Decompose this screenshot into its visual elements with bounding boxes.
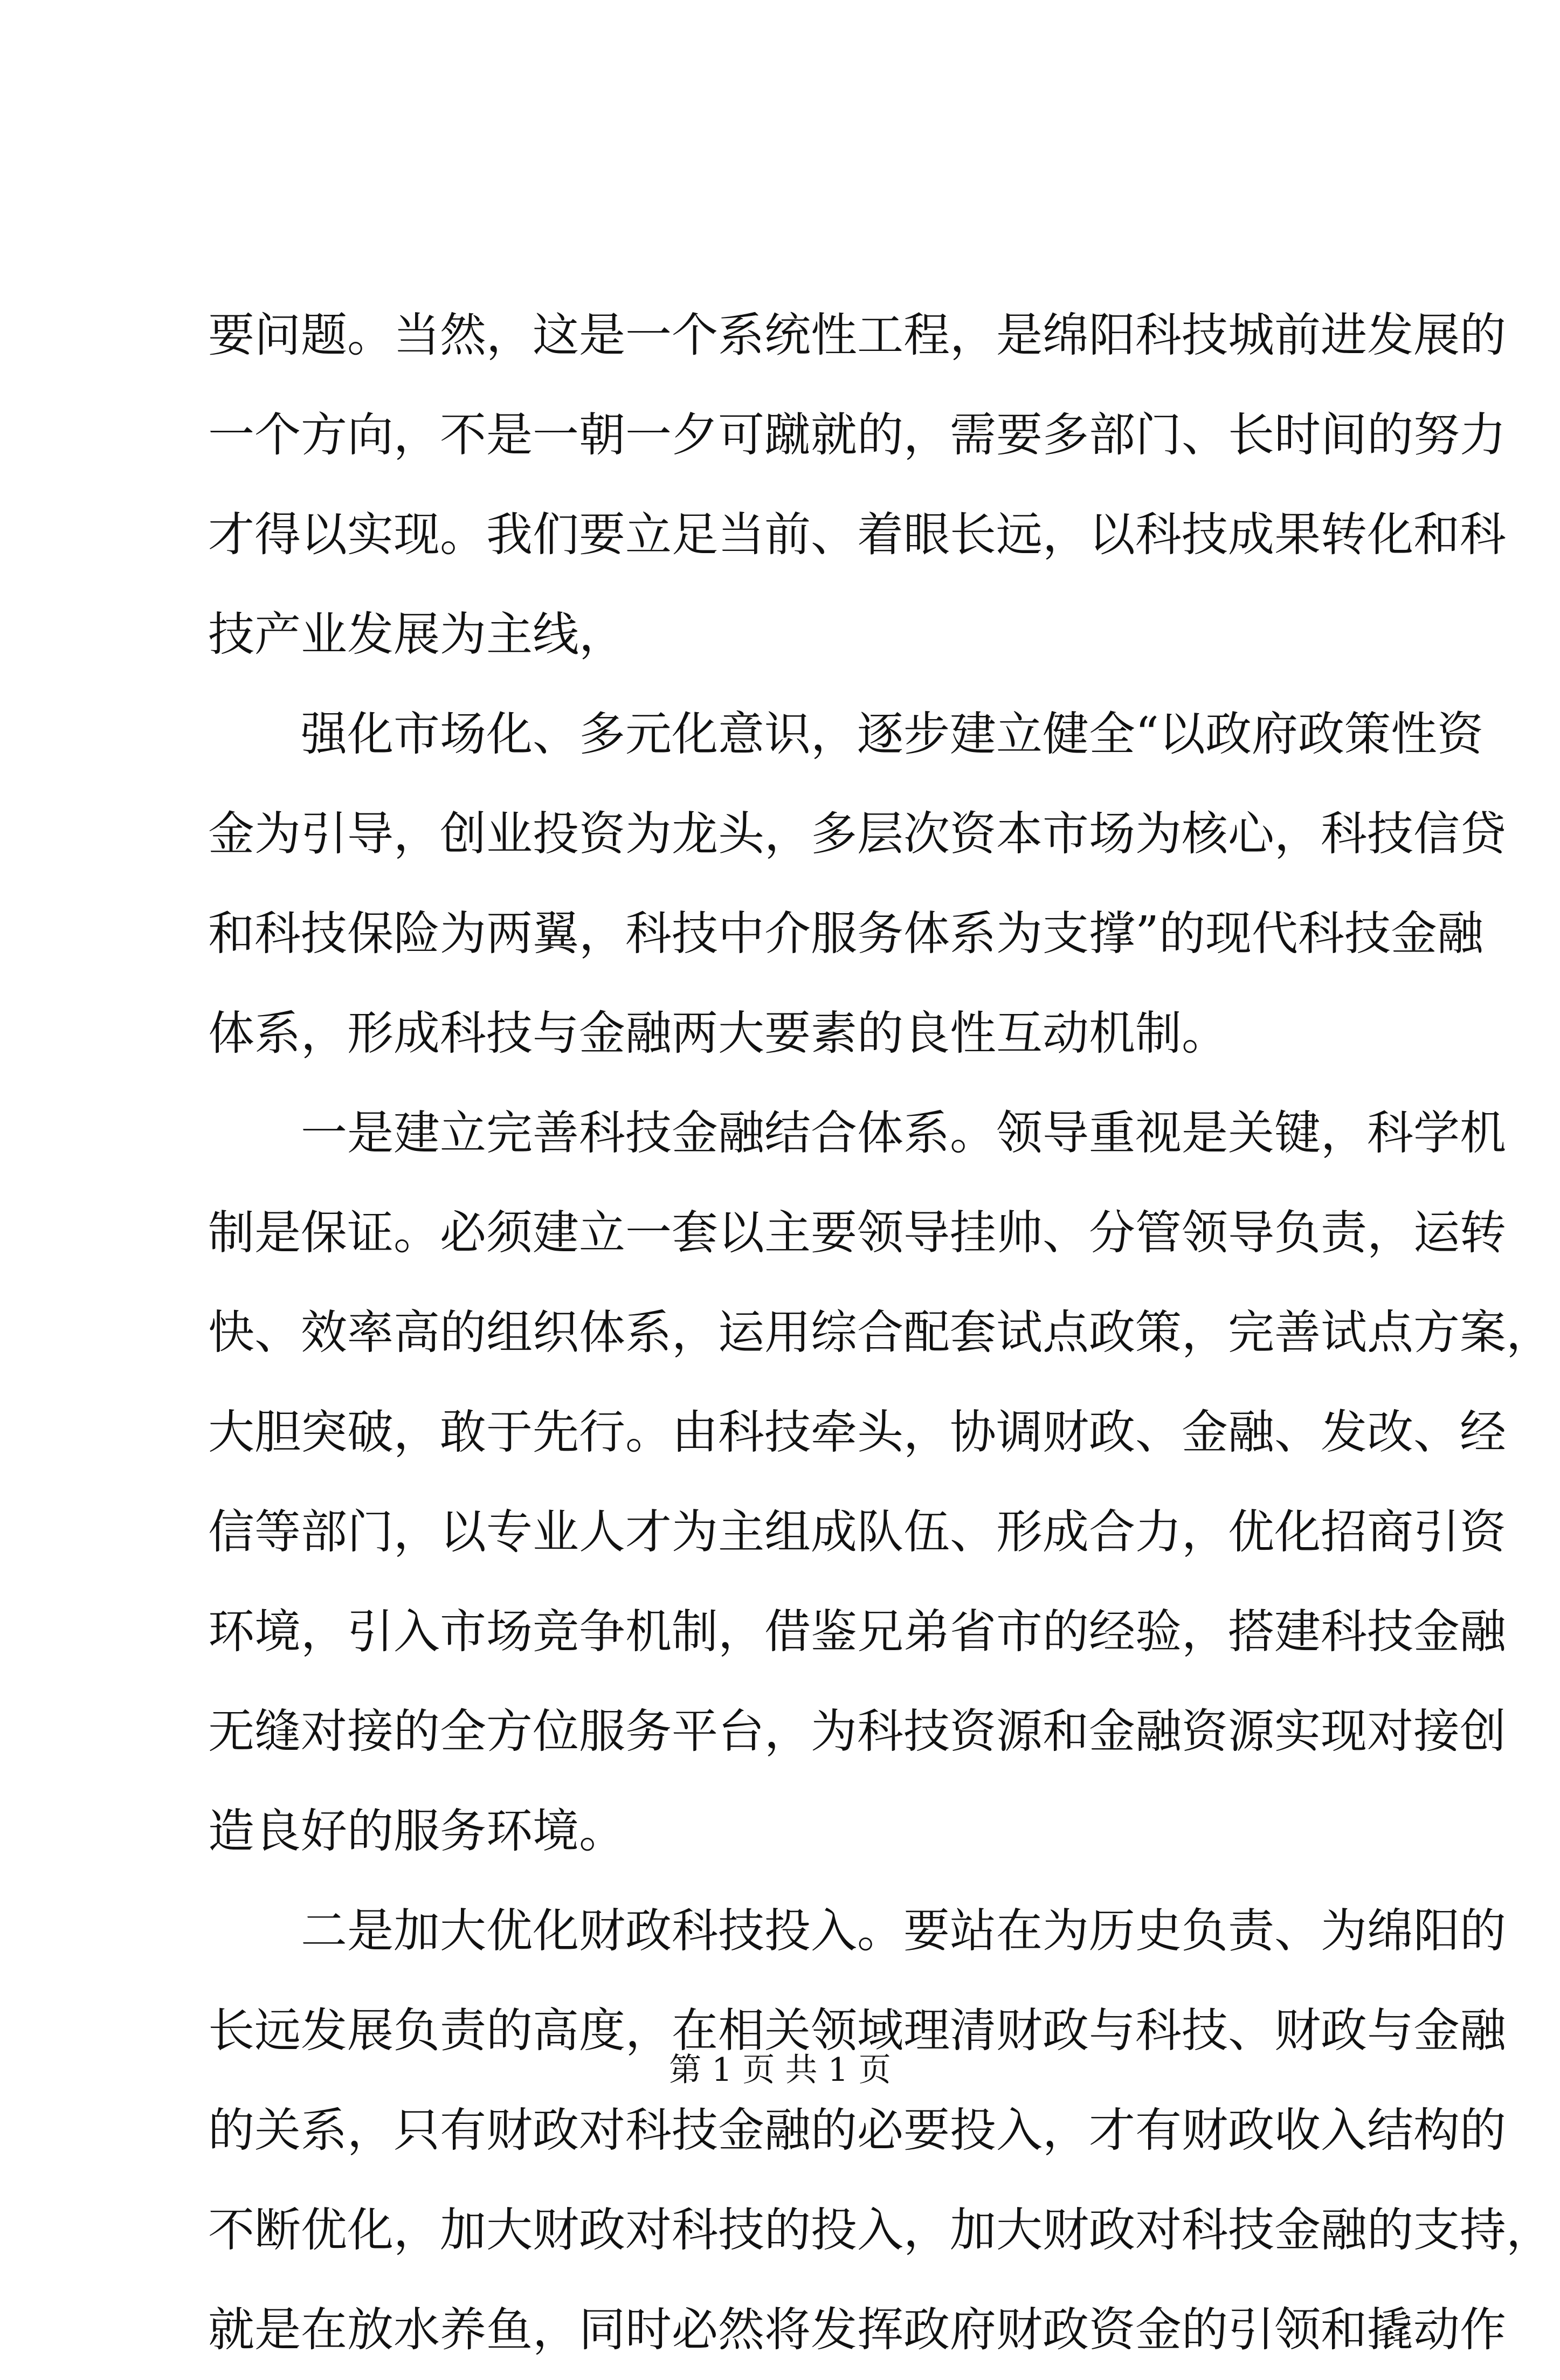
text-line: 就是在放水养鱼，同时必然将发挥政府财政资金的引领和撬动作 (208, 2303, 1506, 2357)
text-line: 体系，形成科技与金融两大要素的良性互动机制。 (208, 1006, 1228, 1060)
text-line: 无缝对接的全方位服务平台，为科技资源和金融资源实现对接创 (208, 1705, 1506, 1758)
text-line: 制是保证。必须建立一套以主要领导挂帅、分管领导负责，运转 (208, 1206, 1506, 1260)
text-line: 二是加大优化财政科技投入。要站在为历史负责、为绵阳的 (208, 1904, 1506, 1958)
text-line: 的关系，只有财政对科技金融的必要投入，才有财政收入结构的 (208, 2103, 1506, 2157)
text-line: 一是建立完善科技金融结合体系。领导重视是关键，科学机 (208, 1106, 1506, 1160)
text-line: 要问题。当然，这是一个系统性工程，是绵阳科技城前进发展的 (208, 308, 1506, 362)
text-line: 和科技保险为两翼，科技中介服务体系为支撑”的现代科技金融 (208, 907, 1483, 961)
text-line: 大胆突破，敢于先行。由科技牵头，协调财政、金融、发改、经 (208, 1405, 1506, 1459)
text-line: 环境，引入市场竞争机制，借鉴兄弟省市的经验，搭建科技金融 (208, 1605, 1506, 1659)
text-line: 强化市场化、多元化意识，逐步建立健全“以政府政策性资 (208, 707, 1483, 761)
page-footer: 第 1 页 共 1 页 (669, 2051, 891, 2089)
text-line: 一个方向，不是一朝一夕可蹴就的，需要多部门、长时间的努力 (208, 408, 1506, 462)
text-line: 信等部门，以专业人才为主组成队伍、形成合力，优化招商引资 (208, 1505, 1506, 1559)
text-line: 才得以实现。我们要立足当前、着眼长远，以科技成果转化和科 (208, 508, 1506, 562)
text-line: 造良好的服务环境。 (208, 1804, 625, 1858)
text-line: 金为引导，创业投资为龙头，多层次资本市场为核心，科技信贷 (208, 807, 1506, 861)
text-line: 技产业发展为主线， (208, 608, 625, 661)
text-line: 快、效率高的组织体系，运用综合配套试点政策，完善试点方案， (208, 1306, 1552, 1360)
text-line: 长远发展负责的高度，在相关领域理清财政与科技、财政与金融 (208, 2004, 1506, 2058)
text-line: 不断优化，加大财政对科技的投入，加大财政对科技金融的支持， (208, 2203, 1552, 2257)
